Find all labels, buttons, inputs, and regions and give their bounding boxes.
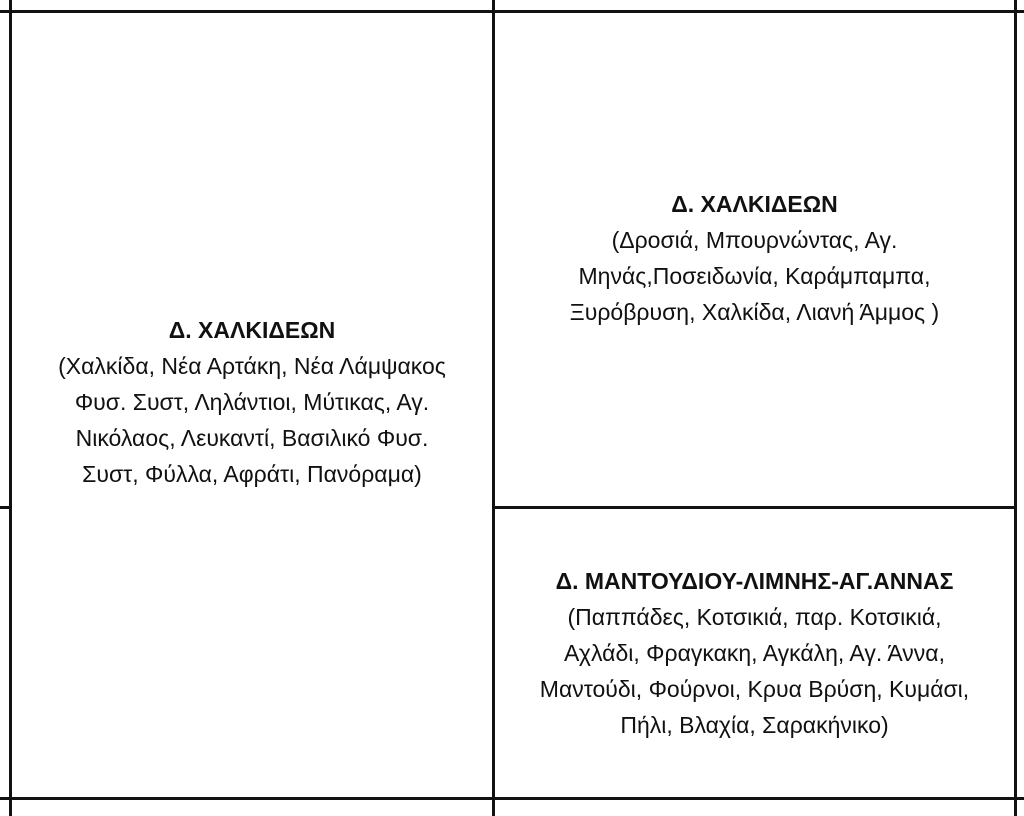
table-cell-right-bottom	[495, 563, 1014, 743]
table-tick-left-outer	[0, 506, 12, 509]
cell-line: Ξυρόβρυση, Χαλκίδα, Λιανή Άμμος )	[569, 299, 940, 325]
cell-line: (Δροσιά, Μπουρνώντας, Αγ.	[611, 227, 898, 253]
table-cell-left	[12, 312, 492, 492]
cell-line: Φυσ. Συστ, Ληλάντιοι, Μύτικας, Αγ.	[74, 389, 430, 415]
cell-line: Αχλάδι, Φραγκακη, Αγκάλη, Αγ. Άννα,	[564, 640, 945, 666]
cell-line: Πήλι, Βλαχία, Σαρακήνικο)	[620, 712, 889, 738]
cell-title: Δ. ΧΑΛΚΙΔΕΩΝ	[168, 317, 336, 343]
cell-line: Συστ, Φύλλα, Αφράτι, Πανόραμα)	[82, 461, 422, 487]
cell-line: Μαντούδι, Φούρνοι, Κρυα Βρύση, Κυμάσι,	[539, 676, 970, 702]
cell-title: Δ. ΜΑΝΤΟΥΔΙΟΥ-ΛΙΜΝΗΣ-ΑΓ.ΑΝΝΑΣ	[555, 568, 954, 594]
table-border-top	[0, 10, 1024, 13]
table-divider-right-cells	[492, 506, 1017, 509]
table-border-right	[1014, 0, 1017, 816]
cell-line: (Παππάδες, Κοτσικιά, παρ. Κοτσικιά,	[567, 604, 942, 630]
cell-line: Μηνάς,Ποσειδωνία, Καράμπαμπα,	[578, 263, 931, 289]
table-cell-right-top	[495, 186, 1014, 330]
cell-line: (Χαλκίδα, Νέα Αρτάκη, Νέα Λάμψακος	[58, 353, 446, 379]
table-border-bottom	[0, 797, 1024, 800]
cell-title: Δ. ΧΑΛΚΙΔΕΩΝ	[671, 191, 838, 217]
cell-line: Νικόλαος, Λευκαντί, Βασιλικό Φυσ.	[75, 425, 429, 451]
